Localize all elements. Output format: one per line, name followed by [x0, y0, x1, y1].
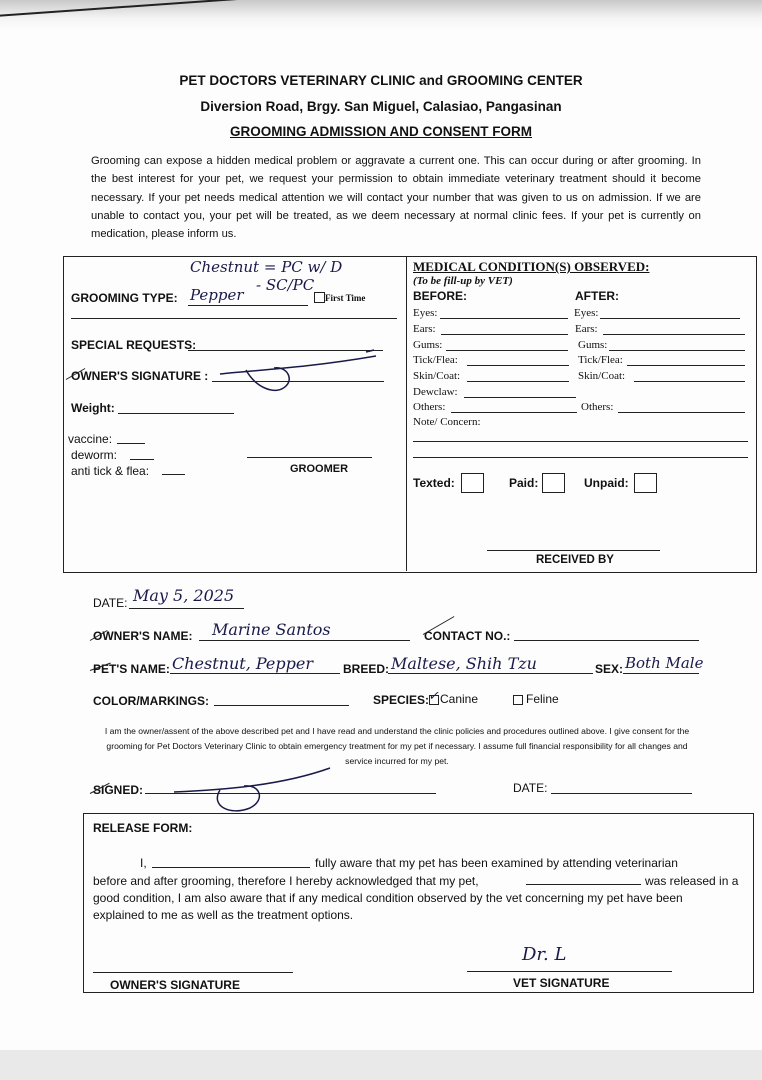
release-text-4: was released in a [645, 874, 739, 888]
owner-name-label: OWNER'S NAME: [93, 629, 193, 643]
before-others-line[interactable] [451, 412, 577, 413]
medical-subtitle: (To be fill-up by VET) [413, 275, 513, 287]
unpaid-checkbox[interactable] [634, 473, 657, 493]
after-others-line[interactable] [618, 412, 745, 413]
release-name-line[interactable] [152, 867, 310, 868]
color-line[interactable] [214, 705, 349, 706]
form-title: GROOMING ADMISSION AND CONSENT FORM [230, 124, 532, 139]
weight-line[interactable] [118, 413, 234, 414]
before-label: BEFORE: [413, 289, 467, 303]
pet-name-label: PET'S NAME: [93, 662, 170, 676]
after-others-label: Others: [581, 401, 614, 413]
special-requests-label: SPECIAL REQUESTS: [71, 338, 197, 352]
after-gums-label: Gums: [578, 339, 608, 351]
grooming-type-handwriting-1: Chestnut = PC w/ D [190, 258, 343, 276]
release-text-6: explained to me as well as the treatment options. [93, 908, 354, 922]
weight-label: Weight: [71, 401, 115, 415]
release-owner-signature-label: OWNER'S SIGNATURE [110, 978, 240, 992]
contact-line[interactable] [514, 640, 699, 641]
sex-value: Both Male [625, 654, 704, 672]
vaccine-label: vaccine: [68, 432, 113, 446]
anti-tick-label: anti tick & flea: [71, 464, 150, 478]
date-label: DATE: [93, 596, 128, 610]
vet-signature-line[interactable] [467, 971, 672, 972]
species-label: SPECIES: [373, 693, 430, 707]
breed-value: Maltese, Shih Tzu [391, 654, 537, 673]
anti-tick-line[interactable] [162, 474, 185, 475]
release-text-1: I, [140, 856, 147, 870]
vaccine-line[interactable] [117, 443, 145, 444]
pet-name-value: Chestnut, Pepper [172, 654, 313, 673]
clinic-address: Diversion Road, Brgy. San Miguel, Calasiao, Pangasinan [200, 99, 562, 114]
before-dewclaw-line[interactable] [464, 397, 576, 398]
release-text-5: good condition, I am also aware that if any medical condition observed by the vet concerning my pet have been [93, 891, 683, 905]
note-concern-label: Note/ Concern: [413, 416, 481, 428]
vet-signature-value: Dr. L [522, 944, 567, 965]
vet-signature-label: VET SIGNATURE [513, 976, 610, 990]
color-label: COLOR/MARKINGS: [93, 694, 209, 708]
date2-label: DATE: [513, 781, 548, 795]
texted-label: Texted: [413, 476, 455, 490]
before-eyes-line[interactable] [440, 318, 568, 319]
after-label: AFTER: [575, 289, 619, 303]
after-tick-label: Tick/Flea: [578, 354, 623, 366]
after-eyes-label: Eyes: [574, 307, 599, 319]
canine-label: Canine [440, 692, 479, 706]
clinic-name: PET DOCTORS VETERINARY CLINIC and GROOMING CENTER [179, 73, 583, 88]
release-text-3: before and after grooming, therefore I hereby acknowledged that my pet, [93, 874, 479, 888]
before-ears-line[interactable] [441, 334, 568, 335]
panel-divider [406, 257, 407, 571]
before-others-label: Others: [413, 401, 446, 413]
owner-signature-scribble [216, 348, 386, 400]
after-skin-label: Skin/Coat: [578, 370, 626, 382]
page-fold [0, 0, 762, 30]
deworm-line[interactable] [130, 459, 154, 460]
after-gums-line[interactable] [609, 350, 745, 351]
feline-checkbox[interactable] [513, 695, 523, 705]
feline-label: Feline [526, 692, 559, 706]
date2-line[interactable] [551, 793, 692, 794]
before-gums-label: Gums: [413, 339, 443, 351]
breed-line[interactable] [388, 673, 593, 674]
check-mark-icon: ✓ [428, 689, 439, 704]
grooming-type-line-2 [71, 318, 397, 319]
groomer-label: GROOMER [290, 463, 349, 475]
date-value: May 5, 2025 [133, 586, 235, 605]
before-dewclaw-label: Dewclaw: [413, 386, 458, 398]
before-skin-label: Skin/Coat: [413, 370, 461, 382]
deworm-label: deworm: [71, 448, 118, 462]
paid-label: Paid: [509, 476, 539, 490]
owner-name-value: Marine Santos [212, 620, 331, 639]
pet-name-line[interactable] [170, 673, 340, 674]
groomer-line[interactable] [247, 457, 372, 458]
date-line[interactable] [129, 608, 244, 609]
grooming-type-handwriting-2: Pepper [190, 286, 244, 304]
texted-checkbox[interactable] [461, 473, 484, 493]
unpaid-label: Unpaid: [584, 476, 629, 490]
medical-title: MEDICAL CONDITION(S) OBSERVED: [413, 259, 650, 274]
owner-name-line[interactable] [199, 640, 410, 641]
received-by-line[interactable] [487, 550, 660, 551]
release-text-2: fully aware that my pet has been examined by attending veterinarian [315, 856, 678, 870]
before-tick-label: Tick/Flea: [413, 354, 458, 366]
owner-signature-scribble-2 [170, 762, 340, 818]
after-tick-line[interactable] [627, 365, 745, 366]
contact-label: CONTACT NO.: [424, 629, 511, 643]
release-title: RELEASE FORM: [93, 821, 193, 835]
sex-label: SEX: [595, 662, 624, 676]
after-skin-line[interactable] [634, 381, 745, 382]
before-ears-label: Ears: [413, 323, 436, 335]
intro-paragraph: Grooming can expose a hidden medical problem or aggravate a current one. This can occur during or after grooming. In the best interest for your pet, we request your permission to obtain immediate veterinary treatment should it become necessary. If your pet needs medical attention we will contact your number that was given to us on admission. If we are unable to contact you, your pet will be treated, as we deem necessary at normal clinic fees. If your pet is currently on medication, please inform us. [91, 155, 701, 241]
release-pet-line[interactable] [526, 884, 641, 885]
owner-signature-label: OWNER'S SIGNATURE : [71, 369, 209, 383]
after-eyes-line[interactable] [600, 318, 740, 319]
before-gums-line[interactable] [446, 350, 568, 351]
signed-label: SIGNED: [93, 783, 144, 797]
grooming-type-handwriting-3: - SC/PC [256, 276, 315, 294]
note-line-1[interactable] [413, 441, 748, 442]
paid-checkbox[interactable] [542, 473, 565, 493]
after-ears-label: Ears: [575, 323, 598, 335]
note-line-2[interactable] [413, 457, 748, 458]
before-eyes-label: Eyes: [413, 307, 438, 319]
first-time-checkbox[interactable] [314, 292, 325, 303]
first-time-label: First Time [325, 293, 366, 303]
consent-paragraph: I am the owner/assent of the above described pet and I have read and understand the clinic policies and procedures outlined above. I give consent for the grooming for Pet Doctors Veterinary Clinic to obtain emergency treatment for my pet if necessary. I assume full financial responsibility for all changes and service incurred for my pet. [104, 726, 690, 766]
release-owner-signature-line[interactable] [93, 972, 293, 973]
received-by-label: RECEIVED BY [536, 554, 614, 566]
grooming-type-line [188, 305, 308, 306]
before-tick-line[interactable] [467, 365, 569, 366]
sex-line[interactable] [623, 673, 699, 674]
breed-label: BREED: [343, 662, 390, 676]
before-skin-line[interactable] [467, 381, 569, 382]
after-ears-line[interactable] [603, 334, 745, 335]
grooming-type-label: GROOMING TYPE: [71, 291, 178, 305]
